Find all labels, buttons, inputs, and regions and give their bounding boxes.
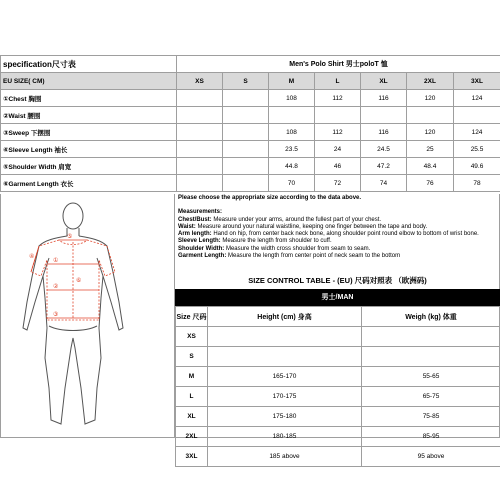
table-cell: [177, 141, 223, 158]
table-cell: 24: [315, 141, 361, 158]
table-cell: 108: [269, 124, 315, 141]
height-cell: 185 above: [208, 447, 362, 467]
size-cell: M: [176, 367, 208, 387]
table-cell: 112: [315, 90, 361, 107]
note-item: Waist: Measure around your natural waistline, keeping one finger between the tape and body.: [178, 223, 428, 230]
size-control-title: SIZE CONTROL TABLE - (EU) 尺码对照表 （欧洲码): [248, 276, 427, 285]
table-cell: 124: [454, 90, 500, 107]
table-cell: [177, 90, 223, 107]
column-header: Size 尺码: [176, 307, 208, 327]
table-cell: [177, 124, 223, 141]
body-figure-illustration: [9, 198, 169, 430]
height-cell: 170-175: [208, 387, 362, 407]
size-cell: 3XL: [176, 447, 208, 467]
table-row: [176, 387, 500, 407]
note-item: Shoulder Width: Measure the width cross shoulder from seam to seam.: [178, 245, 371, 252]
marker-length: ⑥: [76, 277, 82, 284]
row-label: ⑤Shoulder Width 肩宽: [1, 158, 177, 175]
table-row: [176, 367, 500, 387]
table-cell: 76: [407, 175, 454, 192]
table-row: [176, 327, 500, 347]
table-row: [176, 407, 500, 427]
table-cell: [315, 107, 361, 124]
table-row: [176, 347, 500, 367]
row-label: ③Sweep 下摆围: [1, 124, 177, 141]
table-cell: [361, 107, 407, 124]
table-cell: [454, 107, 500, 124]
size-header-cell: M: [269, 73, 315, 90]
table-row: [1, 107, 500, 124]
height-cell: [208, 347, 362, 367]
weight-cell: [362, 347, 500, 367]
table-cell: 46: [315, 158, 361, 175]
table-cell: 116: [361, 124, 407, 141]
lower-section: [0, 194, 500, 460]
size-header-row: [1, 73, 500, 90]
table-cell: 116: [361, 90, 407, 107]
measurement-markers: [29, 233, 81, 318]
weight-cell: 85-95: [362, 427, 500, 447]
row-label: ⑥Garment Length 衣长: [1, 175, 177, 192]
note-item: Sleeve Length: Measure the length from shoulder to cuff.: [178, 238, 332, 245]
spec-title: specification尺寸表: [1, 56, 177, 73]
table-cell: [177, 107, 223, 124]
spec-table: [0, 55, 500, 192]
marker-waist: ②: [53, 283, 59, 290]
size-cell: XS: [176, 327, 208, 347]
weight-cell: [362, 327, 500, 347]
weight-cell: 65-75: [362, 387, 500, 407]
height-cell: [208, 327, 362, 347]
table-row: [176, 447, 500, 467]
size-header-cell: S: [223, 73, 269, 90]
note-item: Arm length: Hand on hip, from center back neck bone, along shoulder point round elbow to bottom of wrist bone.: [178, 231, 479, 238]
control-header-row: [176, 307, 500, 327]
table-row: [1, 90, 500, 107]
table-cell: 74: [361, 175, 407, 192]
measurements-title: Measurements:: [178, 209, 223, 216]
row-label: ①Chest 胸围: [1, 90, 177, 107]
height-cell: 175-180: [208, 407, 362, 427]
notes-intro: Please choose the appropriate size according to the data above.: [178, 195, 362, 201]
table-cell: 48.4: [407, 158, 454, 175]
size-cell: L: [176, 387, 208, 407]
row-label: ④Sleeve Length 袖长: [1, 141, 177, 158]
row-label: ②Waist 腰围: [1, 107, 177, 124]
table-cell: 78: [454, 175, 500, 192]
table-row: [1, 175, 500, 192]
table-cell: 72: [315, 175, 361, 192]
table-cell: 25.5: [454, 141, 500, 158]
table-cell: 23.5: [269, 141, 315, 158]
column-header: Weigh (kg) 体重: [362, 307, 500, 327]
table-cell: [223, 175, 269, 192]
marker-shoulder: ⑤: [67, 233, 73, 240]
table-cell: 124: [454, 124, 500, 141]
table-cell: [223, 107, 269, 124]
size-cell: 2XL: [176, 427, 208, 447]
table-cell: 47.2: [361, 158, 407, 175]
table-cell: 120: [407, 124, 454, 141]
spec-title-row: [1, 56, 500, 73]
marker-sweep: ③: [53, 311, 59, 318]
table-cell: [177, 175, 223, 192]
table-row: [1, 141, 500, 158]
table-row: [176, 427, 500, 447]
size-header-cell: XL: [361, 73, 407, 90]
table-cell: 108: [269, 90, 315, 107]
size-cell: XL: [176, 407, 208, 427]
table-cell: [269, 107, 315, 124]
table-row: [1, 158, 500, 175]
size-header-cell: 3XL: [454, 73, 500, 90]
table-row: [1, 124, 500, 141]
table-cell: [223, 158, 269, 175]
table-cell: 120: [407, 90, 454, 107]
body-figure-panel: [1, 194, 175, 437]
table-cell: [407, 107, 454, 124]
product-title: Men's Polo Shirt 男士poloT 恤: [177, 56, 500, 73]
table-cell: [177, 158, 223, 175]
size-cell: S: [176, 347, 208, 367]
height-cell: 165-170: [208, 367, 362, 387]
size-header-cell: XS: [177, 73, 223, 90]
table-cell: 44.8: [269, 158, 315, 175]
size-header-cell: 2XL: [407, 73, 454, 90]
marker-sleeve: ④: [29, 253, 35, 260]
table-cell: 24.5: [361, 141, 407, 158]
note-item: Garment Length: Measure the length from center point of neck seam to the bottom: [178, 253, 401, 260]
table-cell: [223, 124, 269, 141]
height-cell: 180-185: [208, 427, 362, 447]
weight-cell: 75-85: [362, 407, 500, 427]
measurement-notes: [178, 195, 498, 260]
size-header-cell: L: [315, 73, 361, 90]
size-control-table: [175, 306, 500, 467]
column-header: Height (cm) 身高: [208, 307, 362, 327]
table-cell: 49.6: [454, 158, 500, 175]
table-cell: 70: [269, 175, 315, 192]
man-group-bar: 男士/MAN: [175, 289, 500, 306]
table-cell: [223, 141, 269, 158]
table-cell: 112: [315, 124, 361, 141]
size-header-label: EU SIZE( CM): [1, 73, 177, 90]
marker-chest: ①: [53, 257, 59, 264]
table-cell: 25: [407, 141, 454, 158]
weight-cell: 95 above: [362, 447, 500, 467]
note-item: Chest/Bust: Measure under your arms, around the fullest part of your chest.: [178, 216, 382, 223]
weight-cell: 55-65: [362, 367, 500, 387]
table-cell: [223, 90, 269, 107]
measurement-lines: [31, 240, 99, 318]
